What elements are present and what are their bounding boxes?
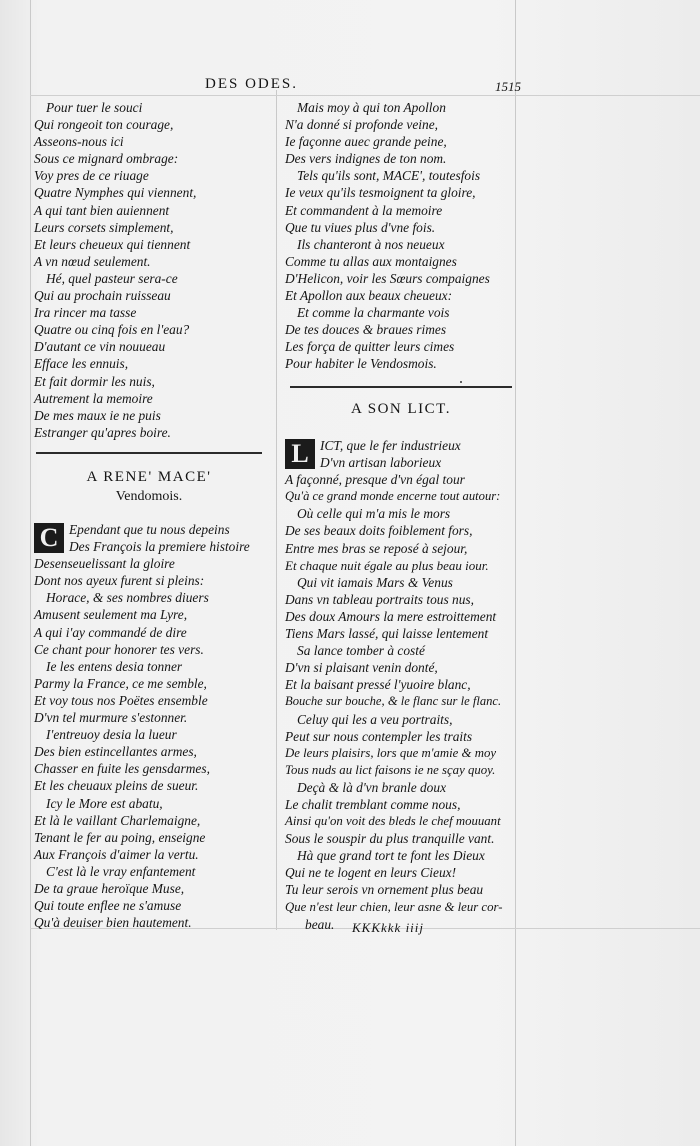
verse-line: Leurs corsets simplement,	[34, 219, 174, 235]
verse-line: Et les cheuaux pleins de sueur.	[34, 778, 199, 794]
verse-line: De leurs plaisirs, lors que m'amie & moy	[285, 745, 497, 760]
gutter-rule-right	[515, 0, 516, 1146]
verse-line: Le chalit tremblant comme nous,	[285, 796, 461, 812]
verse-line: De mes maux ie ne puis	[34, 407, 161, 423]
running-head: DES ODES.	[205, 76, 299, 92]
verse-line: Deçà & là d'vn branle doux	[297, 779, 447, 795]
gutter-rule-center	[276, 90, 277, 930]
verse-line: Qui rongeoit ton courage,	[34, 117, 174, 133]
right-ode-end	[285, 99, 513, 373]
verse-line: D'autant ce vin nouueau	[34, 339, 166, 355]
left-ode-body	[34, 521, 274, 931]
verse-line: Icy le More est abatu,	[46, 795, 163, 811]
verse-line: Chasser en fuite les gensdarmes,	[34, 761, 210, 777]
verse-line: Où celle qui m'a mis le mors	[297, 506, 451, 522]
verse-line: Horace, & ses nombres diuers	[46, 590, 209, 606]
verse-line: Sous le souspir du plus tranquille vant.	[285, 831, 495, 847]
verse-line: Des doux Amours la mere estroittement	[285, 608, 497, 624]
section-divider-right	[290, 386, 512, 388]
verse-line: Asseons-nous ici	[34, 134, 124, 150]
verse-line: Efface les ennuis,	[34, 356, 129, 372]
verse-line: Et Apollon aux beaux cheueux:	[285, 288, 453, 304]
verse-line: Desenseuelissant la gloire	[34, 556, 175, 572]
verse-line: Des vers indignes de ton nom.	[285, 151, 447, 167]
verse-line: Dont nos ayeux furent si pleins:	[34, 573, 205, 589]
verse-line: beau.	[305, 916, 335, 932]
verse-line: Ce chant pour honorer tes vers.	[34, 641, 204, 657]
verse-line: Des François la premiere histoire	[69, 539, 250, 555]
verse-line: Parmy la France, ce me semble,	[34, 675, 207, 691]
verse-line: Voy pres de ce riuage	[34, 168, 149, 184]
ode-title-rene-mace: A RENE' MACE'	[86, 469, 212, 485]
verse-line: C'est là le vray enfantement	[46, 863, 196, 879]
verse-line: Qui ne te logent en leurs Cieux!	[285, 865, 457, 881]
verse-line: De ta graue heroïque Muse,	[34, 880, 185, 896]
verse-line: Tiens Mars lassé, qui laisse lentement	[285, 626, 489, 642]
verse-line: Autrement la memoire	[34, 390, 153, 406]
verse-line: Ie veux qu'ils tesmoignent ta gloire,	[285, 185, 476, 201]
verse-line: Tous nuds au lict faisons ie ne sçay quoy.	[285, 762, 496, 777]
verse-line: A vn nœud seulement.	[34, 253, 151, 269]
verse-line: Et chaque nuit égale au plus beau iour.	[285, 557, 489, 573]
verse-line: Quatre Nymphes qui viennent,	[34, 185, 197, 201]
verse-line: Et voy tous nos Poëtes ensemble	[34, 692, 208, 708]
verse-line: Et commandent à la memoire	[285, 202, 443, 218]
ode-title-son-lict: A SON LICT.	[351, 401, 451, 417]
verse-line: Sa lance tomber à costé	[297, 643, 425, 659]
verse-line: Qu'à ce grand monde encerne tout autour:	[285, 489, 501, 504]
verse-line: Et fait dormir les nuis,	[34, 373, 155, 389]
verse-line: Estranger qu'apres boire.	[34, 424, 171, 440]
verse-line: Et la baisant pressé l'yuoire blanc,	[285, 677, 471, 693]
verse-line: A qui tant bien auiennent	[34, 202, 170, 218]
verse-line: Sous ce mignard ombrage:	[34, 151, 179, 167]
verse-line: Ainsi qu'on voit des bleds le chef mouuant	[285, 814, 501, 829]
verse-line: Pour tuer le souci	[46, 100, 143, 115]
verse-line: Tels qu'ils sont, MACE', toutesfois	[297, 168, 481, 184]
verse-line: Ils chanteront à nos neueux	[297, 236, 445, 252]
verse-line: Tu leur serois vn ornement plus beau	[285, 882, 484, 898]
verse-line: Qui vit iamais Mars & Venus	[297, 574, 453, 590]
verse-line: A façonné, presque d'vn égal tour	[285, 472, 465, 488]
verse-line: Pour habiter le Vendosmois.	[285, 356, 437, 372]
signature-mark: KKKkkk iiij	[352, 920, 425, 935]
verse-line: Hà que grand tort te font les Dieux	[297, 848, 485, 864]
verse-line: Peut sur nous contempler les traits	[285, 728, 473, 744]
gutter-rule-left	[30, 0, 31, 1146]
verse-line: D'vn tel murmure s'estonner.	[34, 710, 188, 726]
verse-line: I'entreuoy desia la lueur	[46, 727, 177, 743]
verse-line: Comme tu allas aux montaignes	[285, 253, 457, 269]
page-number: 1515	[495, 79, 521, 94]
verse-line: Et comme la charmante vois	[297, 305, 450, 321]
verse-line: Entre mes bras se reposé à sejour,	[285, 540, 468, 556]
verse-line: Ira rincer ma tasse	[34, 305, 137, 321]
verse-line: Dans vn tableau portraits tous nus,	[285, 591, 474, 607]
verse-line: Les força de quitter leurs cimes	[285, 339, 455, 355]
verse-line: Qui toute enflee ne s'amuse	[34, 898, 182, 914]
verse-text: ICT, que le fer industrieux	[320, 438, 461, 453]
verse-line: D'vn artisan laborieux	[320, 455, 442, 471]
verse-line: A qui i'ay commandé de dire	[34, 624, 187, 640]
verse-line: Ie les entens desia tonner	[46, 658, 183, 674]
right-ode-body	[285, 437, 513, 933]
verse-line: Amusent seulement ma Lyre,	[34, 607, 188, 623]
header-rule	[30, 95, 700, 96]
verse-line: Bouche sur bouche, & le flanc sur le flanc.	[285, 694, 502, 709]
verse-line: N'a donné si profonde veine,	[285, 117, 438, 133]
ode-subtitle: Vendomois.	[115, 489, 183, 504]
verse-line: Celuy qui les a veu portraits,	[297, 711, 453, 727]
verse-line: Qu'à deuiser bien hautement.	[34, 915, 192, 931]
verse-line: Et là le vaillant Charlemaigne,	[34, 812, 201, 828]
verse-line: Que n'est leur chien, leur asne & leur cor-	[285, 899, 503, 914]
drop-capital: C	[34, 523, 64, 553]
ornament-dot	[460, 381, 462, 383]
verse-text: Ependant que tu nous depeins	[69, 522, 230, 537]
verse-line: De ses beaux doits foiblement fors,	[285, 523, 473, 539]
verse-line: De tes douces & braues rimes	[285, 322, 447, 338]
verse-line: Hé, quel pasteur sera-ce	[46, 270, 178, 286]
verse-line: D'Helicon, voir les Sœurs compaignes	[285, 270, 490, 286]
section-divider-left	[36, 452, 262, 454]
verse-line: Et leurs cheueux qui tiennent	[34, 236, 191, 252]
verse-line: Qui au prochain ruisseau	[34, 288, 171, 304]
verse-line: Mais moy à qui ton Apollon	[297, 100, 446, 115]
verse-line: Que tu viues plus d'vne fois.	[285, 219, 436, 235]
drop-capital: L	[285, 439, 315, 469]
verse-line: Ie façonne auec grande peine,	[285, 134, 447, 150]
verse-line: Quatre ou cinq fois en l'eau?	[34, 322, 190, 338]
verse-line: Tenant le fer au poing, enseigne	[34, 829, 206, 845]
left-ode-end	[34, 99, 274, 441]
verse-line: Aux François d'aimer la vertu.	[34, 846, 199, 862]
verse-line: D'vn si plaisant venin donté,	[285, 660, 438, 676]
verse-line: Des bien estincellantes armes,	[34, 744, 197, 760]
